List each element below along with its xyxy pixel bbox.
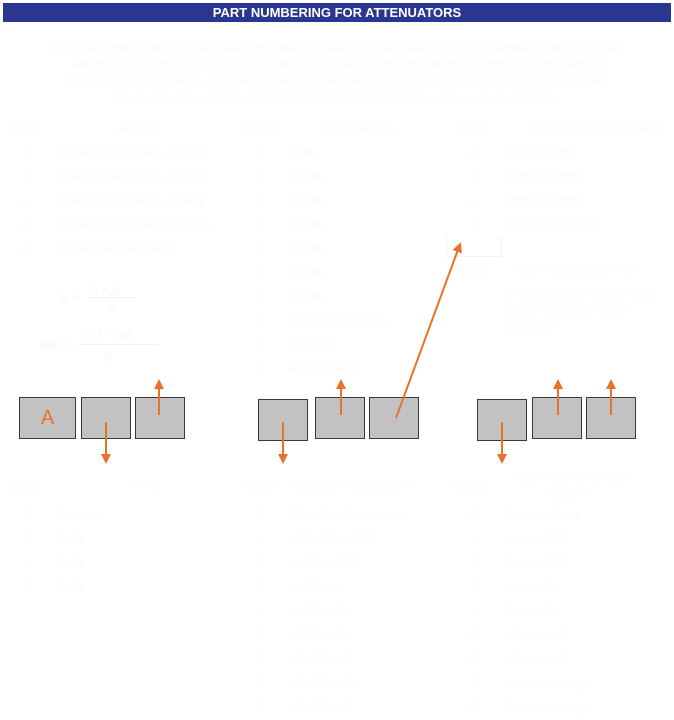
bandwidth-label: Octave Frequency — [288, 316, 388, 328]
center-frequency-code: 6 — [258, 654, 265, 666]
bandwidth-code: 6 — [258, 292, 265, 304]
center-frequency-code: 3 — [258, 582, 265, 594]
model-label-header: MODEL — [118, 124, 160, 136]
switching-speed-code: 2 — [471, 558, 478, 570]
switching-speed-label: 1µsec - TTL — [505, 534, 569, 546]
bandwidth-label: > Octave — [288, 340, 337, 352]
bandwidth-label-header: BANDWIDTH — [322, 124, 393, 136]
model-code: C — [22, 148, 31, 160]
bandwidth-label: < 30% — [288, 220, 321, 232]
intro-line: selecting BANDWIDTH, FREQUENCY and RANGE within the desired range, selecting the code for — [71, 59, 603, 71]
model-label: Linearized Voltage - Analog — [56, 196, 206, 208]
center-frequency-code: 8 — [258, 702, 265, 714]
temperature-code: X — [471, 220, 479, 232]
switching-speed-code: 8 — [471, 702, 478, 714]
center-frequency-label: Classified Frequency — [288, 510, 404, 522]
model-label: Digitally Controlled - Analog — [56, 220, 211, 232]
center-frequency-label: >18 GHz - K — [288, 702, 353, 714]
switching-speed-label: Custom Code — [505, 510, 580, 522]
center-frequency-label: <4 GHz - S — [288, 606, 346, 618]
part-box-a: A — [19, 397, 76, 439]
switching-speed-label: 2µsec - TTL — [505, 558, 569, 570]
center-frequency-code: 4 — [258, 606, 265, 618]
bandwidth-code: 0 — [258, 148, 265, 160]
arrow-diag-suffix — [396, 247, 459, 418]
temperature-label: -10°C to +55°C — [505, 172, 585, 184]
center-frequency-label-header: CENTER FREQUENCY — [290, 480, 413, 492]
type-code: 6 — [24, 582, 31, 594]
temperature-code-header: CODE — [455, 124, 489, 136]
intro-line: the factory may assign a SUFFIX DESIGNATOR to identify unique characteristics. — [115, 93, 559, 105]
center-frequency-code: 7 — [258, 678, 265, 690]
type-label: 60dB — [56, 582, 85, 594]
model-code: D — [22, 220, 31, 232]
model-label: Current Controlled - Analog — [56, 148, 207, 160]
suffix-label-header: SUFFIX DESIGNATOR — [517, 264, 637, 276]
bandwidth-label: < 50% — [288, 268, 321, 280]
center-frequency-label: <500 MHz - VHF — [288, 534, 374, 546]
switching-speed-code: 6 — [471, 654, 478, 666]
temperature-label-header: TEMPERATURE RANGE — [533, 124, 665, 136]
model-code: V — [22, 172, 30, 184]
temperature-code: I — [471, 196, 475, 208]
switching-speed-label: 5µsec - Analog — [505, 702, 586, 714]
switching-speed-label: 100µsec - 5 — [505, 654, 567, 666]
switching-speed-code: 3 — [471, 582, 478, 594]
temperature-code: A — [471, 172, 480, 184]
bandwidth-code: 3 — [258, 220, 265, 232]
bandwidth-code: 4 — [258, 244, 265, 256]
switching-speed-label: 2µsec - 5 — [505, 606, 554, 618]
model-code-header: CODE — [8, 124, 42, 136]
bandwidth-code: 9 — [258, 364, 265, 376]
switching-speed-code: 0 — [471, 510, 478, 522]
bandwidth-label: < 20% — [288, 196, 321, 208]
bandwidth-code: 2 — [258, 196, 265, 208]
bandwidth-code-header: CODE — [242, 124, 276, 136]
temperature-label: Optimized Range — [505, 220, 599, 232]
temperature-label: 0°C to +50°C — [505, 148, 574, 160]
switching-speed-label: 100µsec - 5 — [505, 630, 567, 642]
model-code: D — [22, 244, 31, 256]
model-label: Voltage Controlled - Analog — [56, 172, 207, 184]
switching-speed-code: 7 — [471, 678, 478, 690]
switching-speed-code-header: CODE — [455, 480, 489, 492]
bandwidth-code: 5 — [258, 268, 265, 280]
center-frequency-code-header: CODE — [242, 480, 276, 492]
bandwidth-formula-numerator: f₂ - f₁ · 100 — [80, 328, 133, 342]
switching-speed-label-header-2: ON/OFF — [549, 488, 593, 500]
center-frequency-code: 2 — [258, 558, 265, 570]
page-title: PART NUMBERING FOR ATTENUATORS — [3, 3, 671, 22]
bandwidth-code: 8 — [258, 340, 265, 352]
bandwidth-label: Multi-octave — [288, 364, 356, 376]
bandwidth-label: > 50% — [288, 292, 321, 304]
type-table — [8, 480, 228, 594]
bandwidth-formula-lhs: BW = — [40, 338, 69, 352]
suffix-code-header: CODE — [455, 264, 489, 276]
center-frequency-formula-denominator: 2 — [108, 300, 114, 314]
switching-speed-label: 1µsec - 5 — [505, 582, 554, 594]
type-label-header: TYPE — [130, 480, 161, 492]
bandwidth-label: < 5% — [288, 148, 315, 160]
type-code: 0 — [24, 510, 31, 522]
center-frequency-code: 5 — [258, 630, 265, 642]
intro-line: Q.E.I. Microwave part numbers are composed by selecting the codes for TYPE followed by MODEL, then — [52, 42, 622, 54]
bandwidth-formula-denominator: f₀ — [104, 348, 112, 362]
intro-line: TEMPERATURE RANGE, and finally selecting the code for SWITCHING SPEED ON/OFF. If required, — [67, 76, 607, 88]
switching-speed-label: 1µsec - Analog — [505, 678, 586, 690]
type-label: Custom — [56, 510, 99, 522]
center-frequency-label: <18 GHz - Ku — [288, 678, 360, 690]
type-code: 4 — [24, 558, 31, 570]
center-frequency-code: 1 — [258, 534, 265, 546]
bandwidth-label: < 40% — [288, 244, 321, 256]
bandwidth-code: 7 — [258, 316, 265, 328]
bandwidth-label: < 10% — [288, 172, 321, 184]
center-frequency-label: <1 GHz - UHF — [288, 558, 362, 570]
center-frequency-table — [242, 480, 447, 716]
center-frequency-formula-lhs: f₀ = — [60, 290, 79, 304]
center-frequency-code: 0 — [258, 510, 265, 522]
switching-speed-code: 5 — [471, 630, 478, 642]
type-code: 3 — [24, 534, 31, 546]
center-frequency-label: <2 GHz - L — [288, 582, 345, 594]
switching-speed-code: 1 — [471, 534, 478, 546]
model-code: L — [22, 196, 30, 208]
temperature-code: N — [471, 148, 480, 160]
switching-speed-code: 4 — [471, 606, 478, 618]
suffix-note-line: identifier. — [505, 320, 557, 332]
center-frequency-label: <12 GHz - X — [288, 654, 352, 666]
bandwidth-code: 1 — [258, 172, 265, 184]
switching-speed-table — [455, 472, 670, 716]
type-label: 20dB — [56, 534, 85, 546]
center-frequency-label: <8 GHz - C — [288, 630, 346, 642]
type-label: 30dB — [56, 558, 85, 570]
center-frequency-formula-numerator: f₁ + f₂ — [90, 282, 120, 296]
model-label: Digital Switched Pad — [56, 244, 170, 256]
suffix-note-line: assign a unique model — [505, 304, 629, 316]
temperature-label: -55°C to +85°C — [505, 196, 585, 208]
type-code-header: CODE — [8, 480, 42, 492]
switching-speed-label-header: SWITCHING SPEED — [519, 472, 627, 484]
suffix-note-line: If required, the factory may — [505, 288, 653, 300]
